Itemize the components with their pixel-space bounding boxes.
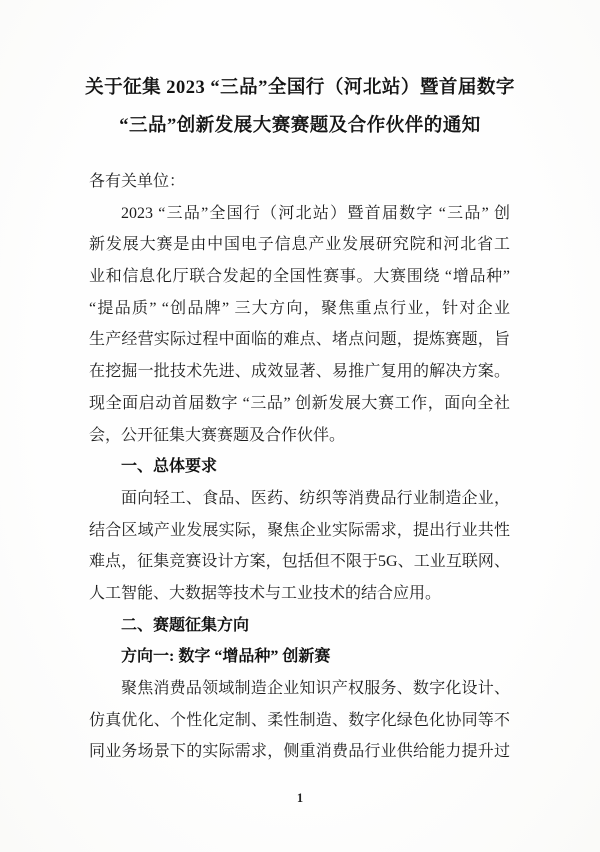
body-line: 现全面启动首届数字 “三品” 创新发展大赛工作，面向全社 <box>89 394 510 412</box>
salutation-line: 各有关单位： <box>89 173 186 190</box>
title-line-2: “三品”创新发展大赛赛题及合作伙伴的通知 <box>119 116 481 136</box>
subsection-heading: 方向一: 数字 “增品种” 创新赛 <box>121 648 331 666</box>
body-line: 聚焦消费品领域制造企业知识产权服务、数字化设计、 <box>121 680 510 697</box>
body-line: 生产经营实际过程中面临的难点、堵点问题，提炼赛题，旨 <box>89 331 510 349</box>
body-line: 业和信息化厅联合发起的全国性赛事。大赛围绕 “增品种” <box>89 268 510 286</box>
body-line: 新发展大赛是由中国电子信息产业发展研究院和河北省工 <box>89 236 510 254</box>
body-line: 2023 “三品”全国行（河北站）暨首届数字 “三品” 创 <box>121 204 510 222</box>
body-line: 结合区域产业发展实际，聚焦企业实际需求，提出行业共性 <box>89 521 510 539</box>
document-title <box>40 69 560 145</box>
body-line: 人工智能、大数据等技术与工业技术的结合应用。 <box>89 584 442 602</box>
page-number: 1 <box>296 791 304 805</box>
body-line: 同业务场景下的实际需求，侧重消费品行业供给能力提升过 <box>89 743 510 761</box>
section-heading-1: 一、总体要求 <box>121 458 218 476</box>
body-line: 仿真优化、个性化定制、柔性制造、数字化绿色化协同等不 <box>89 711 510 729</box>
body-line: 会，公开征集大赛赛题及合作伙伴。 <box>89 426 346 444</box>
title-line-1: 关于征集 2023 “三品”全国行（河北站）暨首届数字 <box>85 78 515 98</box>
body-line: “提品质” “创品牌” 三大方向，聚焦重点行业，针对企业 <box>89 299 510 317</box>
body-line: 面向轻工、食品、医药、纺织等消费品行业制造企业， <box>121 489 510 507</box>
body-line: 在挖掘一批技术先进、成效显著、易推广复用的解决方案。 <box>89 363 510 381</box>
body-line: 难点，征集竞赛设计方案，包括但不限于5G、工业互联网、 <box>89 553 510 571</box>
section-heading-2: 二、赛题征集方向 <box>121 616 250 634</box>
document-body <box>89 166 510 768</box>
